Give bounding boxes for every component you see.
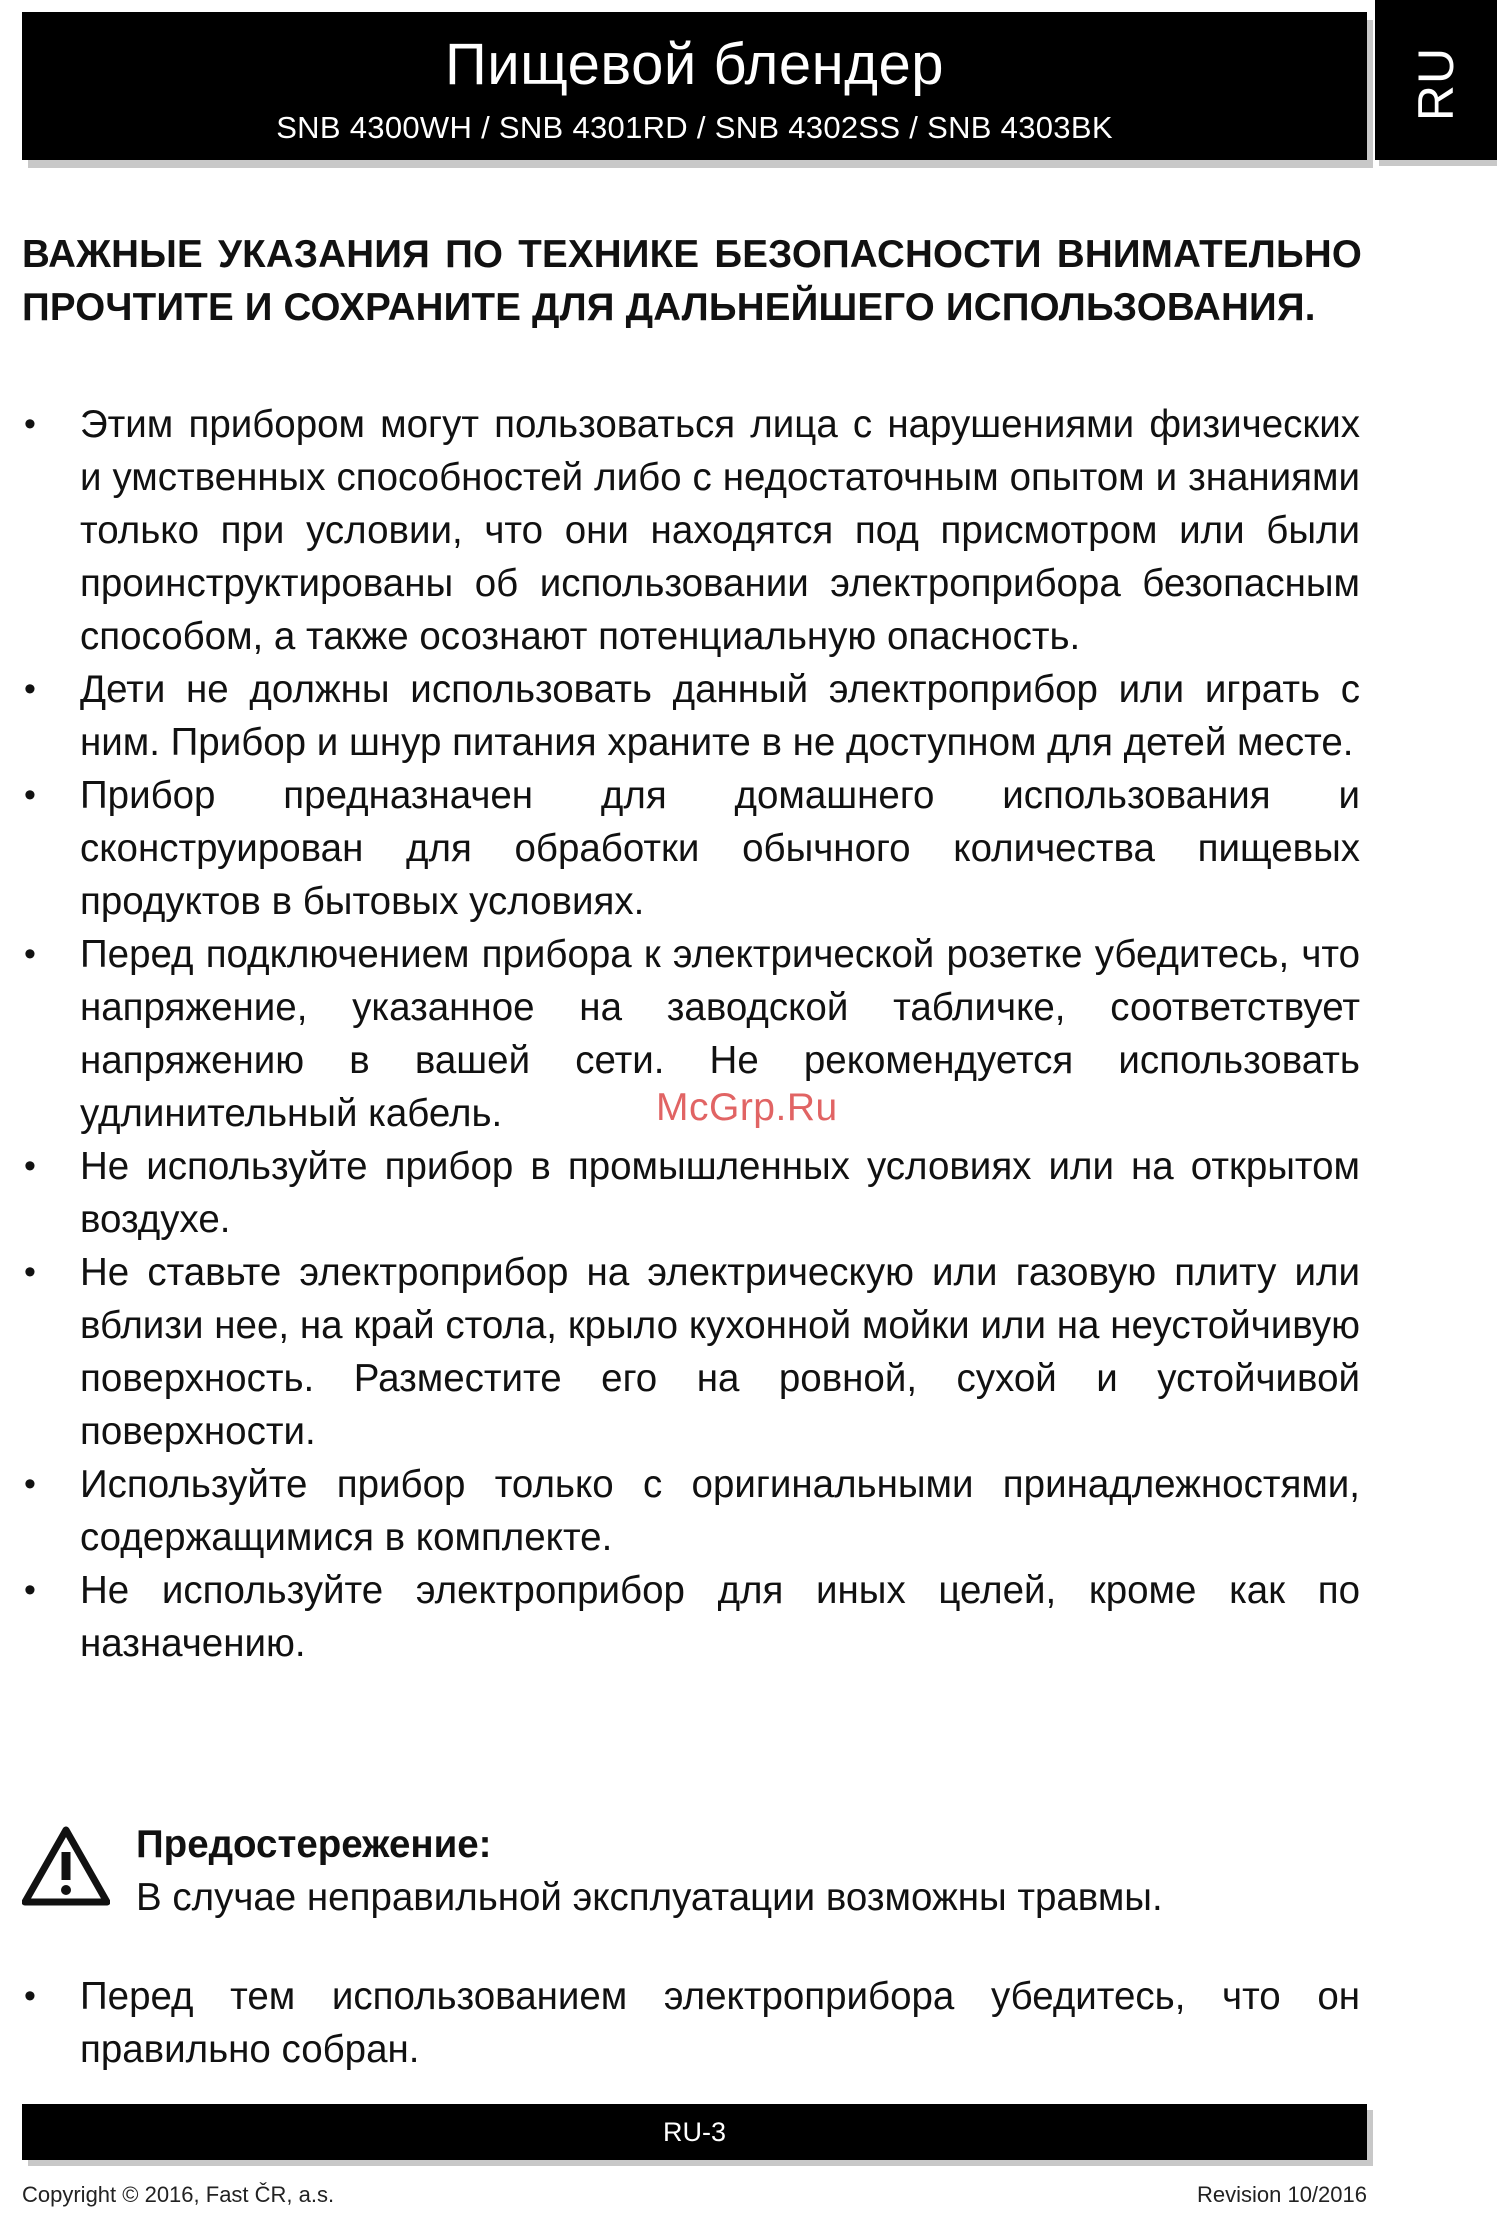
language-tab-label: RU: [1408, 46, 1464, 122]
warning-triangle-icon: [22, 1826, 110, 1906]
bullet-icon: •: [24, 1977, 36, 2015]
list-item: [0, 769, 1370, 928]
watermark: McGrp.Ru: [656, 1086, 838, 1129]
list-item-text: Перед тем использованием электроприбора убедитесь, что он правильно собран.: [80, 1975, 1360, 2071]
list-item: [0, 663, 1370, 769]
page-title: Пищевой блендер: [445, 32, 944, 97]
list-item: [0, 398, 1370, 663]
list-item-text: Используйте прибор только с оригинальными принадлежностями, содержащимися в комплекте.: [80, 1463, 1360, 1559]
section-heading: ВАЖНЫЕ УКАЗАНИЯ ПО ТЕХНИКЕ БЕЗОПАСНОСТИ ВНИМАТЕЛЬНО ПРОЧТИТЕ И СОХРАНИТЕ ДЛЯ ДАЛЬНЕЙШЕГО ИСПОЛЬЗОВАНИЯ.: [22, 233, 1362, 329]
copyright-text: Copyright © 2016, Fast ČR, a.s.: [22, 2182, 335, 2207]
list-item-text: Перед подключением прибора к электрической розетке убедитесь, что напряжение, указанное на заводской табличке, соответствует напряжению в вашей сети. Не рекомендуется использовать удлинительный кабель.: [80, 933, 1360, 1135]
header-bar: [22, 12, 1367, 160]
warning-title: Предостережение:: [136, 1823, 492, 1866]
list-item-text: Этим прибором могут пользоваться лица с нарушениями физических и умственных способностей либо с недостаточным опытом и знаниями только при условии, что они находятся под присмотром или были проинструктированы об использовании электроприбора безопасным способом, а также осознают потенциальную опасность.: [80, 403, 1360, 658]
language-tab: [1375, 0, 1497, 160]
list-item: [0, 1564, 1370, 1670]
list-item-text: Дети не должны использовать данный электроприбор или играть с ним. Прибор и шнур питания храните в не доступном для детей месте.: [80, 668, 1360, 764]
bullet-icon: •: [24, 405, 36, 443]
bullet-icon: •: [24, 670, 36, 708]
list-item: [0, 1458, 1370, 1564]
model-numbers: SNB 4300WH / SNB 4301RD / SNB 4302SS / SNB 4303BK: [276, 110, 1113, 145]
after-warning-list: [0, 1970, 1370, 2076]
safety-list: [0, 398, 1370, 1670]
bullet-icon: •: [24, 1571, 36, 1609]
bullet-icon: •: [24, 776, 36, 814]
list-item: [0, 1970, 1370, 2076]
page-number: RU-3: [662, 2117, 726, 2147]
list-item: [0, 1246, 1370, 1458]
list-item: [0, 1140, 1370, 1246]
bullet-icon: •: [24, 1253, 36, 1291]
list-item-text: Не используйте прибор в промышленных условиях или на открытом воздухе.: [80, 1145, 1360, 1241]
revision-text: Revision 10/2016: [1196, 2182, 1367, 2207]
list-item-text: Не используйте электроприбор для иных целей, кроме как по назначению.: [80, 1569, 1360, 1665]
list-item-text: Прибор предназначен для домашнего использования и сконструирован для обработки обычного количества пищевых продуктов в бытовых условиях.: [80, 774, 1360, 923]
bullet-icon: •: [24, 935, 36, 973]
bullet-icon: •: [24, 1147, 36, 1185]
footer-bar: [22, 2104, 1367, 2160]
warning-text: В случае неправильной эксплуатации возможны травмы.: [136, 1876, 1163, 1919]
bullet-icon: •: [24, 1465, 36, 1503]
warning-block: [22, 1818, 1362, 1938]
list-item-text: Не ставьте электроприбор на электрическую или газовую плиту или вблизи нее, на край стола, крыло кухонной мойки или на неустойчивую поверхность. Разместите его на ровной, сухой и устойчивой поверхности.: [80, 1251, 1360, 1453]
